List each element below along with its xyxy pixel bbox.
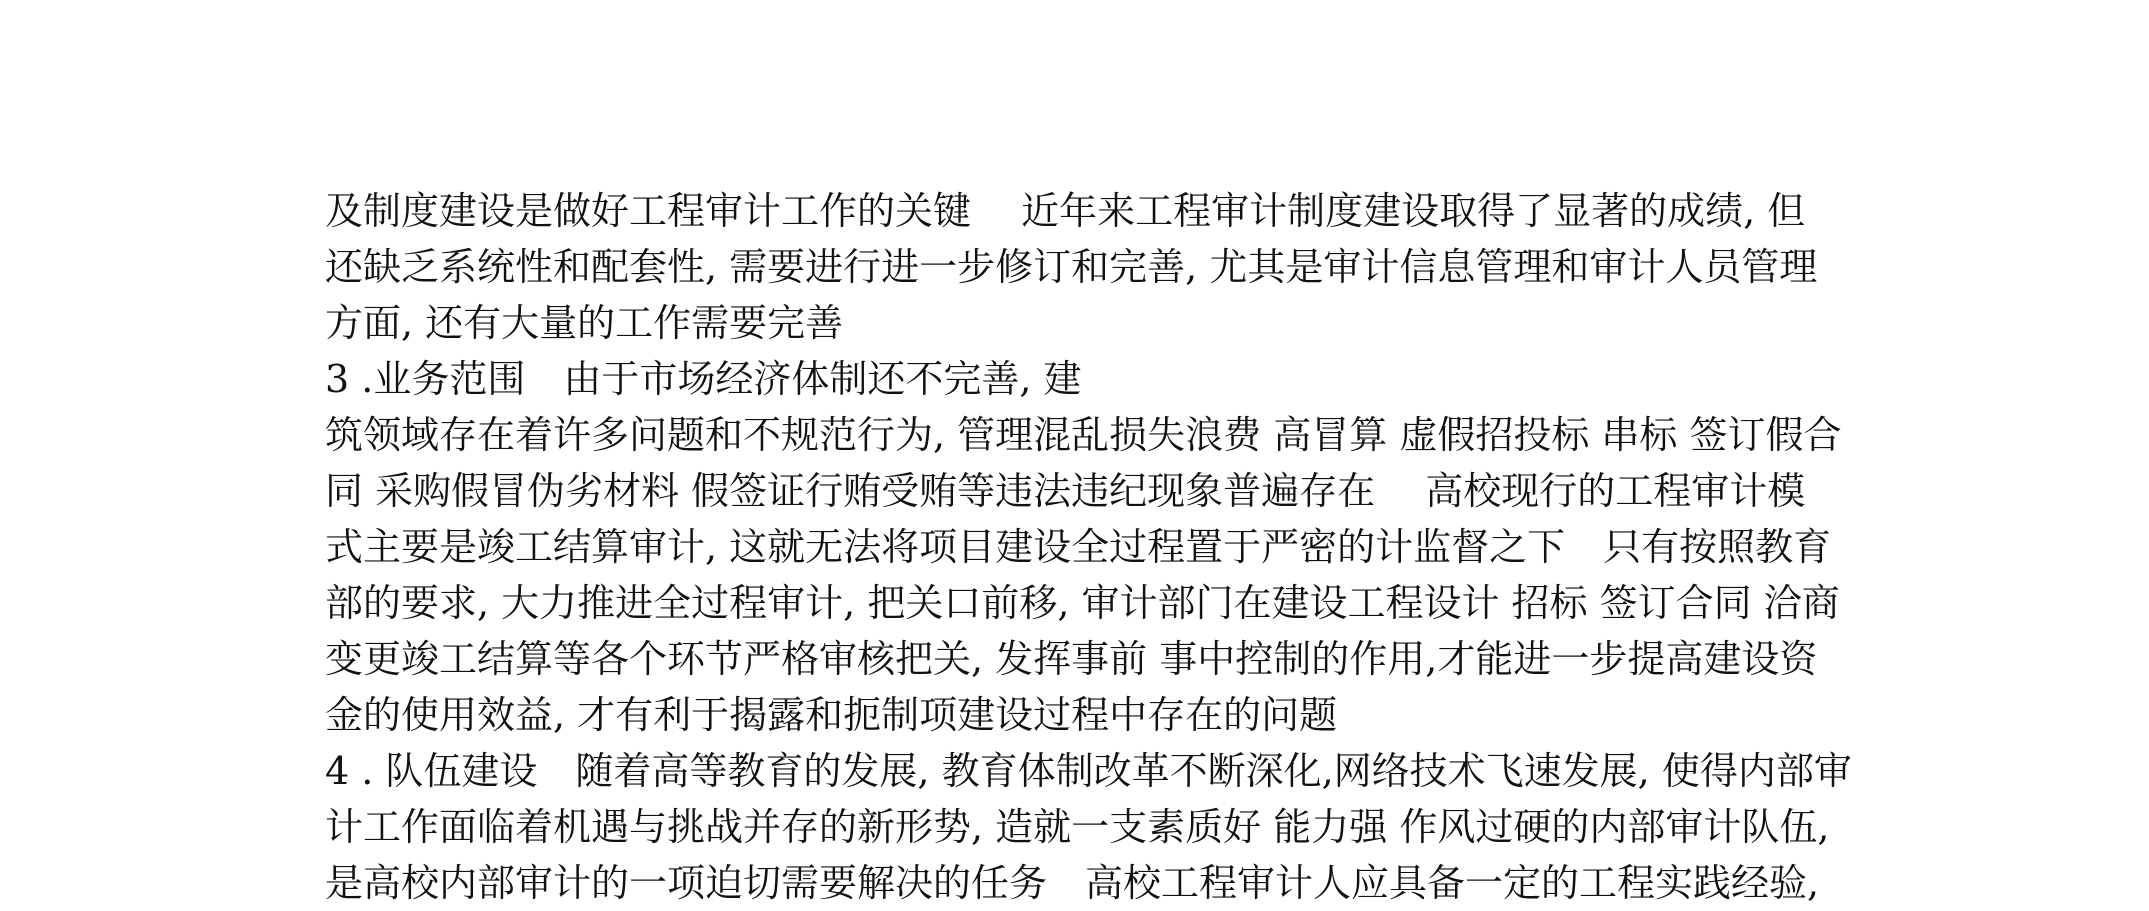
text-line: 变更竣工结算等各个环节严格审核把关, 发挥事前 事中控制的作用,才能进一步提高建设资 bbox=[325, 637, 1818, 681]
text-line: 式主要是竣工结算审计, 这就无法将项目建设全过程置于严密的计监督之下 只有按照教育 bbox=[325, 525, 1832, 569]
text-line: 还缺乏系统性和配套性, 需要进行进一步修订和完善, 尤其是审计信息管理和审计人员管理 bbox=[325, 245, 1818, 289]
section-heading-line: 4 . 队伍建设 随着高等教育的发展, 教育体制改革不断深化,网络技术飞速发展, 使得内部审 bbox=[325, 749, 1852, 793]
text-line: 方面, 还有大量的工作需要完善 bbox=[325, 301, 844, 345]
text-line: 是高校内部审计的一项迫切需要解决的任务 高校工程审计人应具备一定的工程实践经验, bbox=[325, 861, 1820, 905]
body-text bbox=[325, 183, 1852, 911]
section-heading-line: 3 .业务范围 由于市场经济体制还不完善, 建 bbox=[325, 357, 1082, 401]
text-line: 部的要求, 大力推进全过程审计, 把关口前移, 审计部门在建设工程设计 招标 签订合同 洽商 bbox=[325, 581, 1840, 625]
text-line: 计工作面临着机遇与挑战并存的新形势, 造就一支素质好 能力强 作风过硬的内部审计队伍, bbox=[325, 805, 1830, 849]
text-line: 及制度建设是做好工程审计工作的关键 近年来工程审计制度建设取得了显著的成绩, 但 bbox=[325, 189, 1806, 233]
text-line: 同 采购假冒伪劣材料 假签证行贿受贿等违法违纪现象普遍存在 高校现行的工程审计模 bbox=[325, 469, 1806, 513]
text-line: 筑领域存在着许多问题和不规范行为, 管理混乱损失浪费 高冒算 虚假招投标 串标 签订假合 bbox=[325, 413, 1842, 457]
text-line: 金的使用效益, 才有利于揭露和扼制项建设过程中存在的问题 bbox=[325, 693, 1338, 737]
